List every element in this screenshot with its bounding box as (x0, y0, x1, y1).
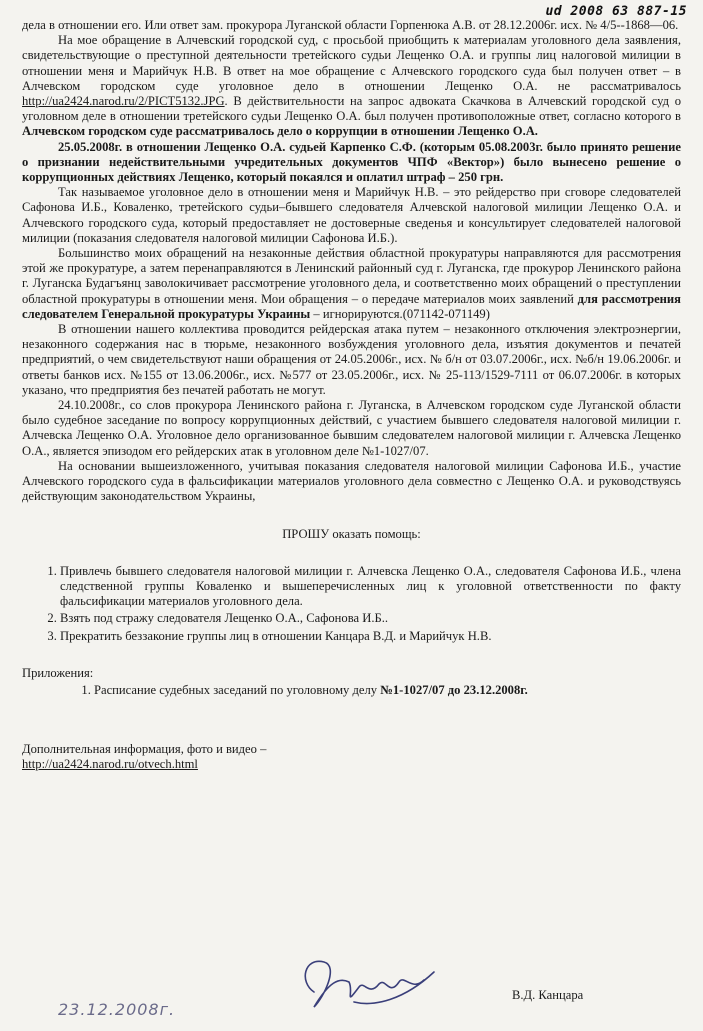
paragraph-1 (22, 18, 681, 33)
attachments-list (80, 683, 681, 698)
request-points (42, 564, 681, 644)
paragraph-decision (22, 140, 681, 186)
handwritten-signature (294, 952, 444, 1022)
extra-info-link[interactable]: http://ua2424.narod.ru/otvech.html (22, 757, 198, 772)
extra-info-text: Дополнительная информация, фото и видео – (22, 742, 267, 757)
signer-name: В.Д. Канцара (512, 988, 584, 1002)
raid-text: Так называемое уголовное дело в отношении меня и Марийчук Н.В. – это рейдерство при сговоре следователей Сафонова И.Б., Коваленко, третейского судьи–бывшего следователя Алчевской налоговой милиции Лещенко О.А. и Алчевского городского суда, который предоставляет не достоверные сведенья и консультирует следователей налоговой милиции (показания следователя налоговой милиции Сафонова И.Б.). (22, 185, 681, 245)
handwritten-date: 23.12.2008г. (58, 1000, 176, 1019)
court-case-bold: Алчевском городском суде рассматривалось дело о коррупции в отношении Лещенко О.А. (22, 124, 538, 139)
paragraph-2-cont: . В действительности на запрос адвоката Скачкова в Алчевский городской суд о уголовном деле в отношении третейского судьи Лещенко О.А. был получен противоположные ответ, согласно которого в (22, 94, 681, 124)
signature-area (0, 940, 703, 1031)
prosecution-text: Большинство моих обращений на незаконные действия областной прокуратуры направляются для рассмотрения этой же прокуратуре, а затем перенаправляются в Ленинский районный суд г. Луганска, где прокурор Ленинского района г. Луганска Будагъянц заволокичивает рассмотрение уголовного дела, и соответственно моих обращений о преступлении областной прокуратуры в отношении меня. Мои обращения – о передаче материалов моих заявлений (22, 246, 681, 306)
hearing-text: 24.10.2008г., со слов прокурора Ленинского района г. Луганска, в Алчевском городском суде Луганской области было судебное заседание по вопросу коррупционных действий, с участием бывшего следователя налоговой милиции г. Алчевска Лещенко О.А. Уголовное дело организованное бывшим следователем налоговой милиции г. Алчевска Лещенко О.А., является эпизодом его рейдерских атак в уголовном деле №1-1027/07. (22, 398, 681, 458)
paragraph-1-text: дела в отношении его. Или ответ зам. прокурора Луганской области Горпенюка А.В. от 28.12.2006г. исх. № 4/5--1868—06. (22, 18, 679, 32)
basis-text: На основании вышеизложенного, учитывая показания следователя налоговой милиции Сафонова И.Б., участие Алчевского городского суда в фальсификации материалов уголовного дела совместно с Лещенко О.А. и руководствуясь действующим законодательством Украины, (22, 458, 681, 504)
attachment-item (94, 683, 681, 698)
paragraph-basis (22, 459, 681, 505)
paragraph-collective (22, 322, 681, 398)
request-heading: ПРОШУ оказать помощь: (282, 526, 421, 541)
paragraph-raid (22, 185, 681, 246)
paragraph-hearing (22, 398, 681, 459)
prosecution-tail: – игнорируются.(071142-071149) (310, 306, 490, 321)
registration-stamp: ud 2008 63 887-15 (545, 4, 687, 19)
request-point-1: 1. Привлечь бывшего следователя налоговой милиции г. Алчевска Лещенко О.А., следователя Сафонова И.Б., члена следственной группы Коваленко и вышеперечисленных лиц к уголовной ответственности по факту фальсификации материалов уголовного дела. (60, 564, 681, 610)
collective-text: В отношении нашего коллектива проводится рейдерская атака путем – незаконного отключения электроэнергии, незаконного содержания нас в тюрьме, незаконного возбуждения уголовного дела, изъятия документов и печатей предприятий, о чем свидетельствуют наши обращения от 24.05.2006г., исх. № б/н от 03.07.2006г., исх. №б/н 19.06.2006г. и ответы банков исх. №155 от 13.06.2006г., исх. №577 от 23.05.2006г., исх. № 25-113/1529-7111 от 06.07.2006г. в которых указано, что предприятия без печатей работать не могут. (22, 322, 681, 397)
general-prosecutor-bold: для рассмотрения следователем Генеральной прокуратуры Украины (22, 291, 681, 321)
attachment-text: Расписание судебных заседаний по уголовному делу (94, 682, 381, 697)
decision-text: 25.05.2008г. в отношении Лещенко О.А. судьей Карпенко С.Ф. (которым 05.08.2003г. было принято решение о признании недействительными учредительных документов ЧПФ «Вектор») было вынесено решение о коррупционных действиях Лещенко, который покаялся и оплатил штраф – 250 грн. (22, 139, 681, 185)
paragraph-2 (22, 33, 681, 139)
request-point-3: 3. Прекратить беззаконие группы лиц в отношении Канцара В.Д. и Марийчук Н.В. (60, 629, 681, 644)
attachments-title: Приложения: (22, 665, 94, 680)
request-point-2: 2. Взять под стражу следователя Лещенко О.А., Сафонова И.Б.. (60, 611, 681, 626)
extra-info (22, 742, 681, 772)
paragraph-2-text: На мое обращение в Алчевский городской суд, с просьбой приобщить к материалам уголовного дела заявления, свидетельствующие о преступной деятельности третейского судьи Лещенко О.А. и группы лиц налоговой милиции в отношении меня и Марийчук Н.В. В ответ на мое обращение с Алчевского городского суда был получен ответ – в Алчевском городском суде уголовное дело в отношении Лещенко О.А. не рассматривалось (22, 33, 681, 93)
attachment-bold: №1-1027/07 до 23.12.2008г. (380, 682, 528, 697)
paragraph-prosecution (22, 246, 681, 322)
pict-link[interactable]: http://ua2424.narod.ru/2/PICT5132.JPG (22, 94, 225, 109)
